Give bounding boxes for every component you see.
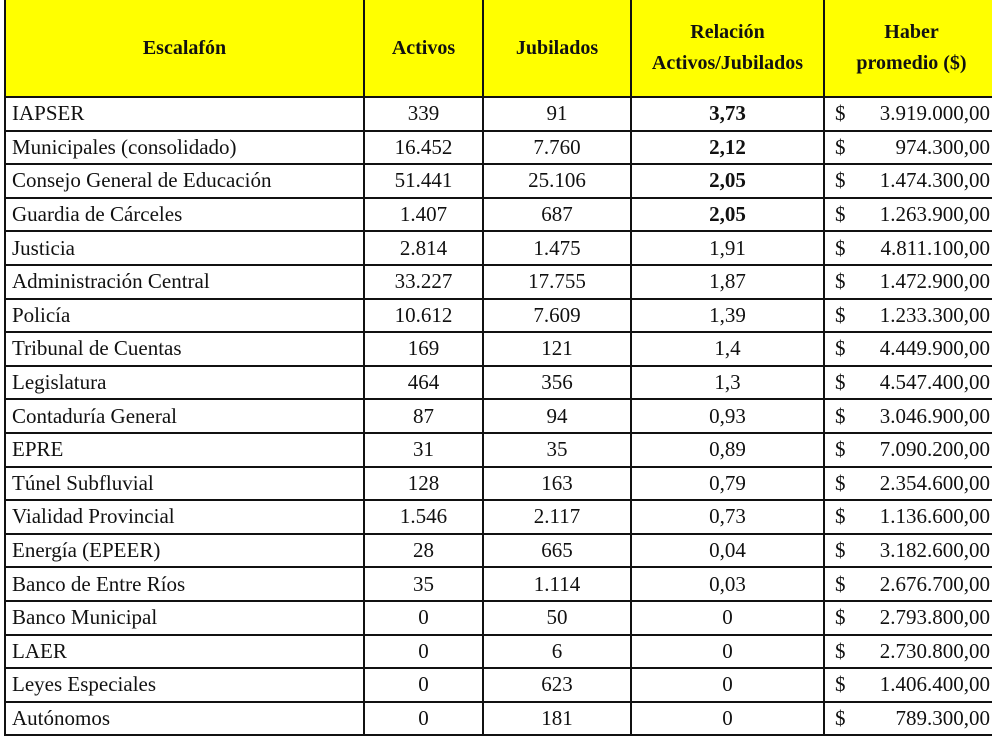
cell-activos: 31 — [364, 433, 483, 467]
header-row — [5, 0, 992, 97]
haber-value: 1.263.900,00 — [879, 202, 990, 227]
cell-escalafon: Consejo General de Educación — [5, 164, 364, 198]
cell-relacion: 0 — [631, 601, 824, 635]
currency-symbol: $ — [835, 605, 846, 630]
cell-escalafon: Energía (EPEER) — [5, 534, 364, 568]
cell-relacion: 0 — [631, 635, 824, 669]
cell-relacion: 1,4 — [631, 332, 824, 366]
haber-value: 3.046.900,00 — [879, 403, 990, 428]
haber-value: 1.136.600,00 — [879, 504, 990, 529]
table-row — [5, 231, 992, 265]
currency-symbol: $ — [835, 538, 846, 563]
header-haber: Haber promedio ($) — [824, 0, 992, 97]
pension-table — [4, 0, 992, 736]
table-row — [5, 332, 992, 366]
cell-haber — [824, 567, 992, 601]
header-activos: Activos — [364, 0, 483, 97]
cell-activos: 1.546 — [364, 500, 483, 534]
cell-relacion: 0,79 — [631, 467, 824, 501]
cell-activos: 10.612 — [364, 299, 483, 333]
cell-haber — [824, 231, 992, 265]
header-jubilados: Jubilados — [483, 0, 631, 97]
cell-jubilados: 17.755 — [483, 265, 631, 299]
currency-symbol: $ — [835, 571, 846, 596]
haber-value: 4.449.900,00 — [879, 336, 990, 361]
table-row — [5, 534, 992, 568]
cell-activos: 0 — [364, 702, 483, 736]
cell-jubilados: 35 — [483, 433, 631, 467]
cell-activos: 33.227 — [364, 265, 483, 299]
header-escalafon: Escalafón — [5, 0, 364, 97]
cell-escalafon: Tribunal de Cuentas — [5, 332, 364, 366]
cell-jubilados: 94 — [483, 399, 631, 433]
cell-jubilados: 181 — [483, 702, 631, 736]
haber-value: 3.182.600,00 — [879, 538, 990, 563]
haber-value: 4.811.100,00 — [880, 235, 990, 260]
cell-relacion: 0,03 — [631, 567, 824, 601]
table-row — [5, 433, 992, 467]
cell-relacion: 0,93 — [631, 399, 824, 433]
table-row — [5, 131, 992, 165]
cell-haber — [824, 131, 992, 165]
cell-jubilados: 6 — [483, 635, 631, 669]
currency-symbol: $ — [835, 202, 846, 227]
cell-relacion: 2,05 — [631, 198, 824, 232]
cell-escalafon: Municipales (consolidado) — [5, 131, 364, 165]
currency-symbol: $ — [835, 437, 846, 462]
table-row — [5, 366, 992, 400]
cell-jubilados: 1.114 — [483, 567, 631, 601]
cell-haber — [824, 433, 992, 467]
cell-escalafon: Autónomos — [5, 702, 364, 736]
currency-symbol: $ — [835, 168, 846, 193]
cell-escalafon: LAER — [5, 635, 364, 669]
cell-haber — [824, 299, 992, 333]
cell-relacion: 1,91 — [631, 231, 824, 265]
cell-escalafon: Administración Central — [5, 265, 364, 299]
cell-haber — [824, 198, 992, 232]
cell-jubilados: 7.609 — [483, 299, 631, 333]
cell-relacion: 0,04 — [631, 534, 824, 568]
haber-value: 2.730.800,00 — [879, 638, 990, 663]
cell-jubilados: 7.760 — [483, 131, 631, 165]
cell-jubilados: 2.117 — [483, 500, 631, 534]
haber-value: 1.474.300,00 — [879, 168, 990, 193]
currency-symbol: $ — [835, 672, 846, 697]
table-row — [5, 702, 992, 736]
table-row — [5, 198, 992, 232]
cell-haber — [824, 601, 992, 635]
cell-escalafon: Policía — [5, 299, 364, 333]
cell-relacion: 3,73 — [631, 97, 824, 131]
currency-symbol: $ — [835, 470, 846, 495]
cell-jubilados: 623 — [483, 668, 631, 702]
cell-escalafon: EPRE — [5, 433, 364, 467]
cell-activos: 2.814 — [364, 231, 483, 265]
table-row — [5, 265, 992, 299]
cell-haber — [824, 635, 992, 669]
cell-relacion: 1,87 — [631, 265, 824, 299]
currency-symbol: $ — [835, 336, 846, 361]
cell-jubilados: 25.106 — [483, 164, 631, 198]
cell-activos: 16.452 — [364, 131, 483, 165]
cell-jubilados: 665 — [483, 534, 631, 568]
cell-haber — [824, 399, 992, 433]
cell-activos: 28 — [364, 534, 483, 568]
table-row — [5, 97, 992, 131]
haber-value: 7.090.200,00 — [879, 437, 990, 462]
cell-jubilados: 163 — [483, 467, 631, 501]
table-row — [5, 299, 992, 333]
currency-symbol: $ — [835, 705, 846, 730]
currency-symbol: $ — [835, 403, 846, 428]
table-row — [5, 635, 992, 669]
cell-relacion: 1,39 — [631, 299, 824, 333]
cell-relacion: 0 — [631, 702, 824, 736]
cell-jubilados: 356 — [483, 366, 631, 400]
cell-jubilados: 50 — [483, 601, 631, 635]
table-row — [5, 500, 992, 534]
currency-symbol: $ — [835, 269, 846, 294]
cell-jubilados: 1.475 — [483, 231, 631, 265]
header-relacion: Relación Activos/Jubilados — [631, 0, 824, 97]
haber-value: 2.354.600,00 — [879, 470, 990, 495]
cell-activos: 0 — [364, 668, 483, 702]
cell-escalafon: Guardia de Cárceles — [5, 198, 364, 232]
currency-symbol: $ — [835, 370, 846, 395]
cell-haber — [824, 534, 992, 568]
cell-jubilados: 91 — [483, 97, 631, 131]
cell-activos: 0 — [364, 635, 483, 669]
cell-activos: 35 — [364, 567, 483, 601]
cell-activos: 464 — [364, 366, 483, 400]
cell-relacion: 0,89 — [631, 433, 824, 467]
cell-haber — [824, 366, 992, 400]
table-row — [5, 567, 992, 601]
cell-escalafon: Contaduría General — [5, 399, 364, 433]
haber-value: 974.300,00 — [895, 134, 990, 159]
cell-escalafon: Banco Municipal — [5, 601, 364, 635]
cell-jubilados: 121 — [483, 332, 631, 366]
cell-activos: 128 — [364, 467, 483, 501]
cell-haber — [824, 332, 992, 366]
currency-symbol: $ — [835, 235, 846, 260]
haber-value: 2.793.800,00 — [879, 605, 990, 630]
cell-haber — [824, 265, 992, 299]
haber-value: 1.233.300,00 — [879, 302, 990, 327]
cell-relacion: 2,12 — [631, 131, 824, 165]
currency-symbol: $ — [835, 638, 846, 663]
cell-activos: 339 — [364, 97, 483, 131]
cell-escalafon: Banco de Entre Ríos — [5, 567, 364, 601]
currency-symbol: $ — [835, 101, 846, 126]
cell-haber — [824, 668, 992, 702]
cell-haber — [824, 97, 992, 131]
cell-activos: 0 — [364, 601, 483, 635]
cell-escalafon: Túnel Subfluvial — [5, 467, 364, 501]
haber-value: 1.406.400,00 — [879, 672, 990, 697]
cell-activos: 1.407 — [364, 198, 483, 232]
cell-escalafon: Vialidad Provincial — [5, 500, 364, 534]
haber-value: 4.547.400,00 — [879, 370, 990, 395]
cell-escalafon: Justicia — [5, 231, 364, 265]
cell-haber — [824, 500, 992, 534]
table-row — [5, 601, 992, 635]
table-row — [5, 164, 992, 198]
cell-activos: 169 — [364, 332, 483, 366]
currency-symbol: $ — [835, 134, 846, 159]
cell-activos: 87 — [364, 399, 483, 433]
cell-jubilados: 687 — [483, 198, 631, 232]
cell-escalafon: Legislatura — [5, 366, 364, 400]
table-row — [5, 399, 992, 433]
currency-symbol: $ — [835, 504, 846, 529]
haber-value: 2.676.700,00 — [879, 571, 990, 596]
cell-relacion: 0,73 — [631, 500, 824, 534]
cell-relacion: 2,05 — [631, 164, 824, 198]
table-row — [5, 668, 992, 702]
cell-activos: 51.441 — [364, 164, 483, 198]
cell-haber — [824, 702, 992, 736]
haber-value: 789.300,00 — [895, 705, 990, 730]
cell-relacion: 1,3 — [631, 366, 824, 400]
haber-value: 3.919.000,00 — [879, 101, 990, 126]
table-row — [5, 467, 992, 501]
cell-haber — [824, 467, 992, 501]
cell-escalafon: Leyes Especiales — [5, 668, 364, 702]
cell-relacion: 0 — [631, 668, 824, 702]
haber-value: 1.472.900,00 — [879, 269, 990, 294]
cell-escalafon: IAPSER — [5, 97, 364, 131]
cell-haber — [824, 164, 992, 198]
currency-symbol: $ — [835, 302, 846, 327]
